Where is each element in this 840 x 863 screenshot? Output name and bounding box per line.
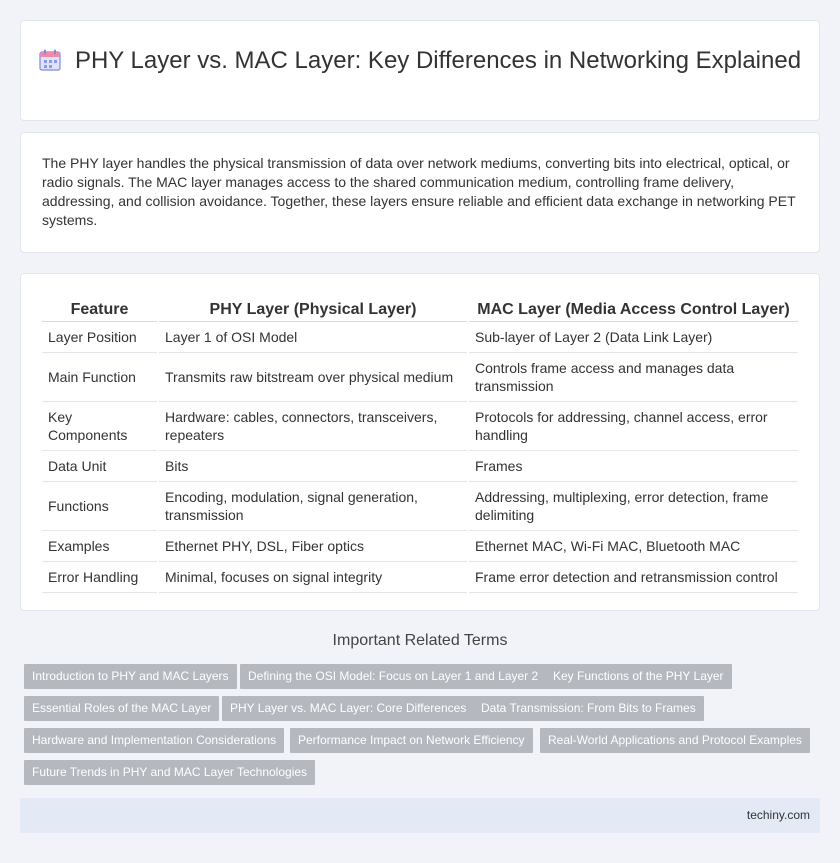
phy-cell: Ethernet PHY, DSL, Fiber optics bbox=[158, 530, 468, 561]
feature-cell: Error Handling bbox=[42, 561, 158, 592]
comparison-card bbox=[20, 273, 820, 611]
table-row bbox=[42, 321, 798, 352]
mac-cell: Sub-layer of Layer 2 (Data Link Layer) bbox=[468, 321, 798, 352]
related-term-tag[interactable]: Key Functions of the PHY Layer bbox=[545, 664, 732, 689]
related-term-tag[interactable]: Essential Roles of the MAC Layer bbox=[24, 696, 219, 721]
feature-cell: Layer Position bbox=[42, 321, 158, 352]
related-term-tag[interactable]: Introduction to PHY and MAC Layers bbox=[24, 664, 237, 689]
related-term-tag[interactable]: Hardware and Implementation Considerations bbox=[24, 728, 284, 753]
phy-cell: Bits bbox=[158, 450, 468, 481]
mac-cell: Protocols for addressing, channel access, error handling bbox=[468, 401, 798, 450]
table-header-row bbox=[42, 296, 798, 321]
comparison-table bbox=[42, 296, 798, 593]
mac-cell: Frame error detection and retransmission control bbox=[468, 561, 798, 592]
calendar-icon bbox=[39, 49, 61, 71]
related-term-tag[interactable]: Performance Impact on Network Efficiency bbox=[290, 728, 533, 753]
mac-cell: Addressing, multiplexing, error detection, frame delimiting bbox=[468, 481, 798, 530]
page-title-block bbox=[21, 46, 819, 75]
related-terms-heading: Important Related Terms bbox=[332, 632, 508, 649]
phy-cell: Transmits raw bitstream over physical medium bbox=[158, 352, 468, 401]
title-card bbox=[20, 20, 820, 121]
related-term-tag[interactable]: Defining the OSI Model: Focus on Layer 1 and Layer 2 bbox=[240, 664, 546, 689]
feature-cell: Main Function bbox=[42, 352, 158, 401]
phy-cell: Hardware: cables, connectors, transceivers, repeaters bbox=[158, 401, 468, 450]
header-phy: PHY Layer (Physical Layer) bbox=[158, 296, 468, 321]
header-mac: MAC Layer (Media Access Control Layer) bbox=[468, 296, 798, 321]
table-row bbox=[42, 530, 798, 561]
page-title: PHY Layer vs. MAC Layer: Key Differences in Networking Explained bbox=[74, 47, 802, 74]
mac-cell: Frames bbox=[468, 450, 798, 481]
table-row bbox=[42, 481, 798, 530]
phy-cell: Encoding, modulation, signal generation, transmission bbox=[158, 481, 468, 530]
table-row bbox=[42, 561, 798, 592]
intro-paragraph: The PHY layer handles the physical transmission of data over network mediums, converting bits into electrical, optical, or radio signals. The MAC layer manages access to the shared communication medium, controlling frame delivery, addressing, and collision avoidance. Together, these layers ensure reliable and efficient data exchange in networking PET systems. bbox=[42, 155, 796, 228]
related-term-tag[interactable]: Data Transmission: From Bits to Frames bbox=[473, 696, 704, 721]
related-term-tag[interactable]: Future Trends in PHY and MAC Layer Technologies bbox=[24, 760, 315, 785]
table-row bbox=[42, 352, 798, 401]
intro-card bbox=[20, 132, 820, 253]
mac-cell: Ethernet MAC, Wi-Fi MAC, Bluetooth MAC bbox=[468, 530, 798, 561]
phy-cell: Layer 1 of OSI Model bbox=[158, 321, 468, 352]
phy-cell: Minimal, focuses on signal integrity bbox=[158, 561, 468, 592]
header-feature: Feature bbox=[42, 296, 158, 321]
footer-site-link[interactable]: techiny.com bbox=[746, 808, 810, 822]
mac-cell: Controls frame access and manages data transmission bbox=[468, 352, 798, 401]
feature-cell: Functions bbox=[42, 481, 158, 530]
table-row bbox=[42, 401, 798, 450]
related-term-tag[interactable]: Real-World Applications and Protocol Examples bbox=[540, 728, 810, 753]
related-term-tag[interactable]: PHY Layer vs. MAC Layer: Core Differences bbox=[222, 696, 474, 721]
feature-cell: Key Components bbox=[42, 401, 158, 450]
feature-cell: Data Unit bbox=[42, 450, 158, 481]
table-row bbox=[42, 450, 798, 481]
footer-bar bbox=[20, 798, 820, 833]
feature-cell: Examples bbox=[42, 530, 158, 561]
